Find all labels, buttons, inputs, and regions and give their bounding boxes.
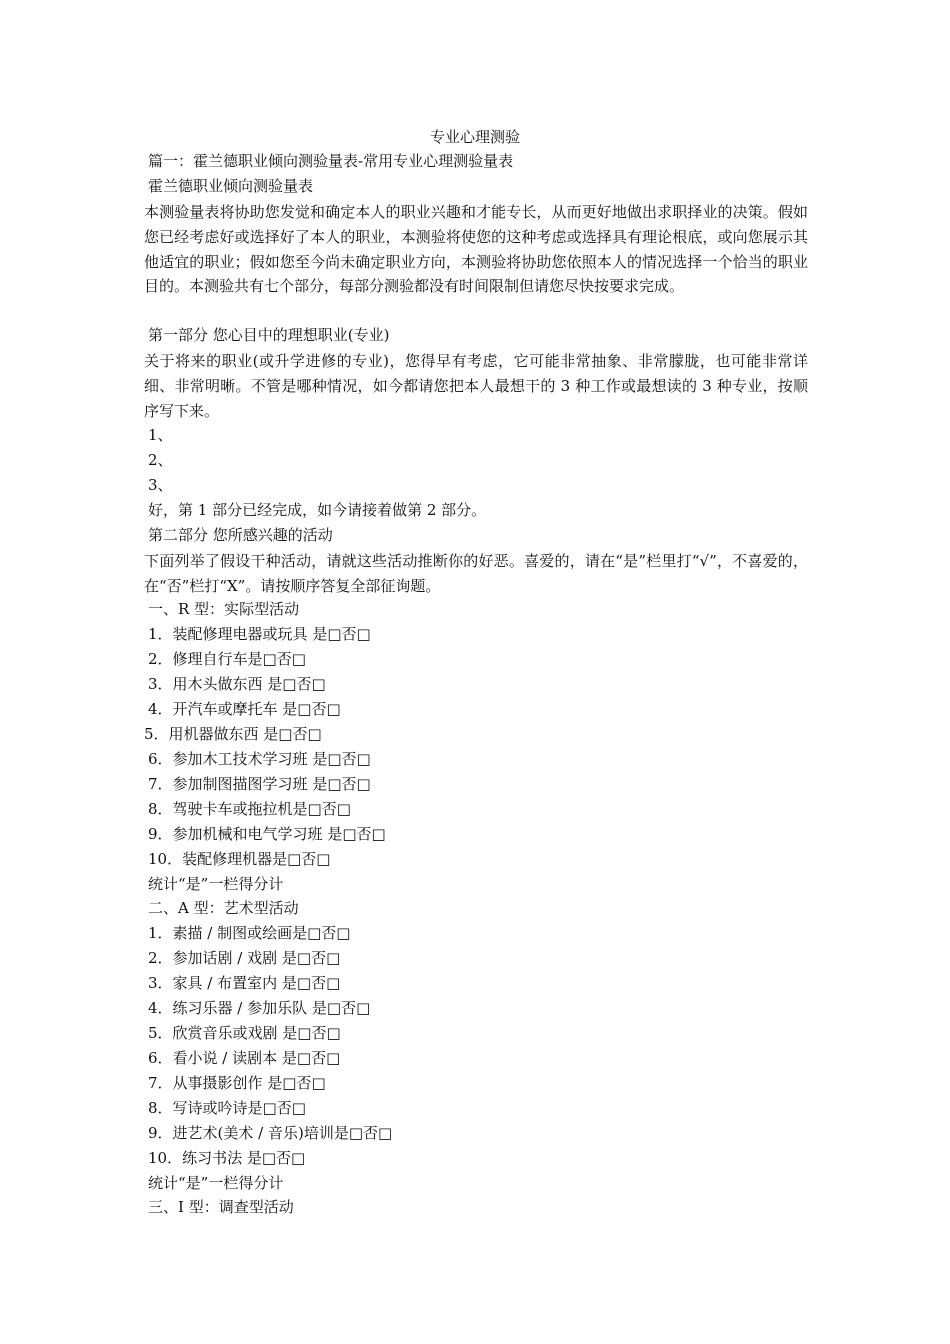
answer-blank-1: 1、 (148, 426, 173, 444)
list-item: 9．参加机械和电气学习班 是□否□ (148, 825, 386, 843)
intro-paragraph: 本测验量表将协助您发觉和确定本人的职业兴趣和才能专长，从而更好地做出求职择业的决策。假如您已经考虑好或选择好了本人的职业，本测验将使您的这种考虑或选择具有理论根底，或向您展示其他适宜的职业；假如您至今尚未确定职业方向，本测验将协助您依照本人的情况选择一个恰当的职业目的。本测验共有七个部分，每部分测验都没有时间限制但请您尽快按要求完成。 (144, 203, 808, 296)
list-item: 10．练习书法 是□否□ (148, 1149, 306, 1167)
section-i-heading: 三、I 型：调查型活动 (148, 1198, 294, 1216)
section-r-total: 统计“是”一栏得分计 (148, 875, 284, 893)
list-item: 2．修理自行车是□否□ (148, 650, 306, 668)
list-item: 5．欣赏音乐或戏剧 是□否□ (148, 1024, 341, 1042)
list-item: 9．进艺术(美术 / 音乐)培训是□否□ (148, 1124, 393, 1142)
list-item: 2．参加话剧 / 戏剧 是□否□ (148, 949, 341, 967)
section-a-total: 统计“是”一栏得分计 (148, 1174, 284, 1192)
list-item: 3．家具 / 布置室内 是□否□ (148, 974, 341, 992)
list-item: 3．用木头做东西 是□否□ (148, 675, 326, 693)
list-item: 8．写诗或吟诗是□否□ (148, 1099, 306, 1117)
list-item: 1．装配修理电器或玩具 是□否□ (148, 625, 371, 643)
part2-heading: 第二部分 您所感兴趣的活动 (148, 526, 333, 544)
list-item: 7．从事摄影创作 是□否□ (148, 1074, 326, 1092)
list-item: 5．用机器做东西 是□否□ (144, 725, 322, 743)
answer-blank-2: 2、 (148, 451, 173, 469)
part2-paragraph: 下面列举了假设干种活动，请就这些活动推断你的好恶。喜爱的，请在“是”栏里打“√”，不喜爱的，在“否”栏打“X”。请按顺序答复全部征询题。 (144, 552, 808, 595)
part1-paragraph: 关于将来的职业(或升学进修的专业)，您得早有考虑，它可能非常抽象、非常朦胧，也可能非常详细、非常明晰。不管是哪种情况，如今都请您把本人最想干的 3 种工作或最想读的 3 种专业，按顺序写下来。 (144, 352, 808, 420)
list-item: 4．开汽车或摩托车 是□否□ (148, 700, 341, 718)
list-item: 10．装配修理机器是□否□ (148, 850, 331, 868)
document-title: 专业心理测验 (429, 128, 520, 146)
list-item: 7．参加制图描图学习班 是□否□ (148, 775, 371, 793)
chapter-heading: 篇一：霍兰德职业倾向测验量表-常用专业心理测验量表 (148, 152, 514, 170)
section-r-heading: 一、R 型：实际型活动 (148, 600, 300, 618)
list-item: 1．素描 / 制图或绘画是□否□ (148, 924, 351, 942)
part1-done-note: 好，第 1 部分已经完成，如今请接着做第 2 部分。 (148, 501, 487, 519)
list-item: 8．驾驶卡车或拖拉机是□否□ (148, 800, 351, 818)
list-item: 4．练习乐器 / 参加乐队 是□否□ (148, 999, 371, 1017)
section-a-heading: 二、A 型：艺术型活动 (148, 899, 299, 917)
answer-blank-3: 3、 (148, 476, 173, 494)
scale-name: 霍兰德职业倾向测验量表 (148, 177, 314, 195)
list-item: 6．看小说 / 读剧本 是□否□ (148, 1049, 341, 1067)
part1-heading: 第一部分 您心目中的理想职业(专业) (148, 326, 390, 344)
list-item: 6．参加木工技术学习班 是□否□ (148, 750, 371, 768)
